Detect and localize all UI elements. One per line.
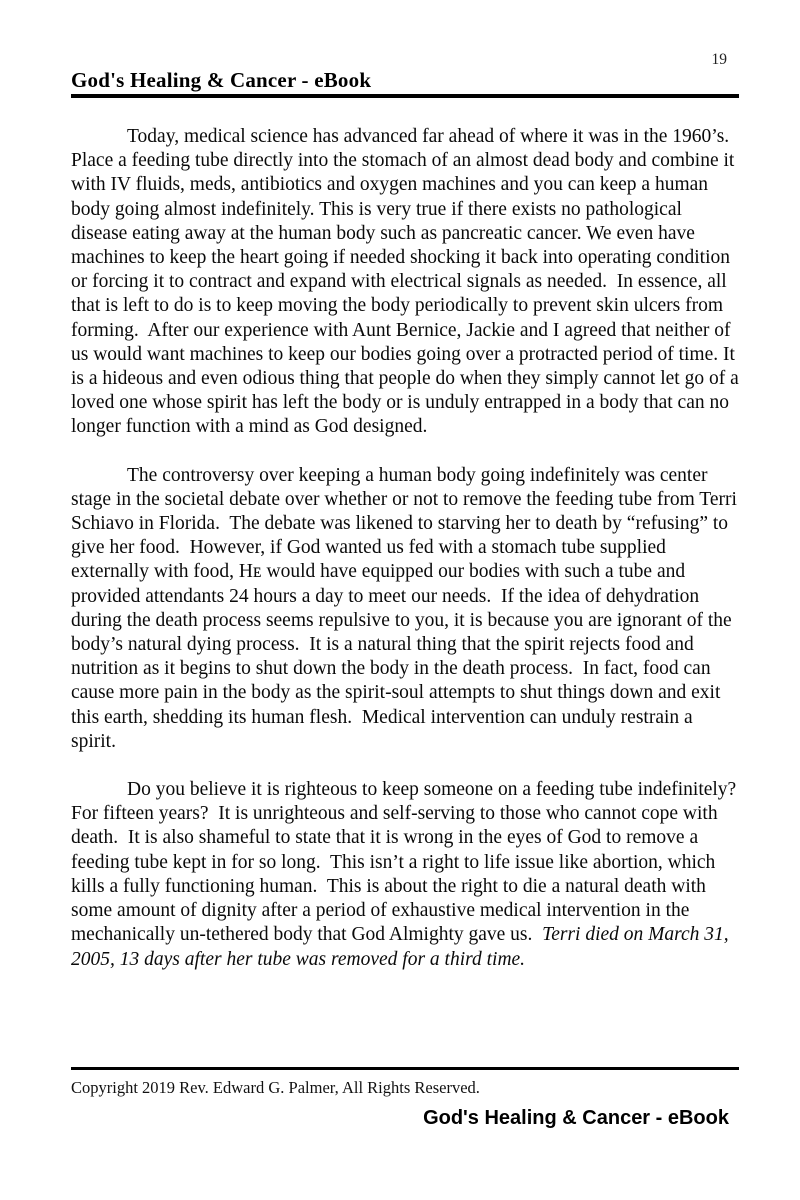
paragraph-2: The controversy over keeping a human body going indefinitely was center stage in the societal debate over whether or not to remove the feeding tube from Terri Schiavo in Florida. The debate was likened to starving her to death by “refusing” to give her food. However, if God wanted us fed with a stomach tube supplied externally with food, Hᴇ would have equipped our bodies with such a tube and provided attendants 24 hours a day to meet our needs. If the idea of dehydration during the death process seems repulsive to you, it is because you are ignorant of the body’s natural dying process. It is a natural thing that the spirit rejects food and nutrition as it begins to shut down the body in the death process. In fact, food can cause more pain in the body as the spirit-soul attempts to shut things down and exit this earth, shedding its human flesh. Medical intervention can unduly restrain a spirit. (71, 464, 742, 752)
page-body (71, 125, 746, 996)
paragraph-3-italic-note: Terri died on March 31, 2005, 13 days after her tube was removed for a third time. (71, 924, 734, 970)
page-footer (71, 1067, 739, 1130)
copyright-notice: Copyright 2019 Rev. Edward G. Palmer, All Rights Reserved. (71, 1078, 480, 1097)
header-rule (71, 94, 739, 98)
page-header (71, 0, 739, 98)
paragraph-1: Today, medical science has advanced far ahead of where it was in the 1960’s. Place a feeding tube directly into the stomach of an almost dead body and combine it with IV fluids, meds, antibiotics and oxygen machines and you can keep a human body going almost indefinitely. This is very true if there exists no pathological disease eating away at the human body such as pancreatic cancer. We even have machines to keep the heart going if needed shocking it back into operating condition or forcing it to contract and expand with electrical signals as needed. In essence, all that is left to do is to keep moving the body periodically to prevent skin ulcers from forming. After our experience with Aunt Bernice, Jackie and I agreed that neither of us would want machines to keep our bodies going over a protracted period of time. It is a hideous and even odious thing that people do when they simply cannot let go of a loved one whose spirit has left the body or is unduly entrapped in a body that can no longer function with a mind as God designed. (71, 126, 744, 438)
header-title: God's Healing & Cancer - eBook (71, 68, 372, 92)
page-number: 19 (711, 51, 727, 68)
paragraph-3 (71, 778, 746, 972)
paragraph-3-text: Do you believe it is righteous to keep someone on a feeding tube indefinitely? For fifteen years? It is unrighteous and self-serving to those who cannot cope with death. It is also shameful to state that it is wrong in the eyes of God to remove a feeding tube kept in for so long. This isn’t a right to life issue like abortion, which kills a fully functioning human. This is about the right to die a natural death with some amount of dignity after a period of exhaustive medical intervention in the mechanically un-tethered body that God Almighty gave us. (71, 779, 746, 946)
footer-title: God's Healing & Cancer - eBook (423, 1107, 729, 1129)
footer-rule (71, 1067, 739, 1070)
